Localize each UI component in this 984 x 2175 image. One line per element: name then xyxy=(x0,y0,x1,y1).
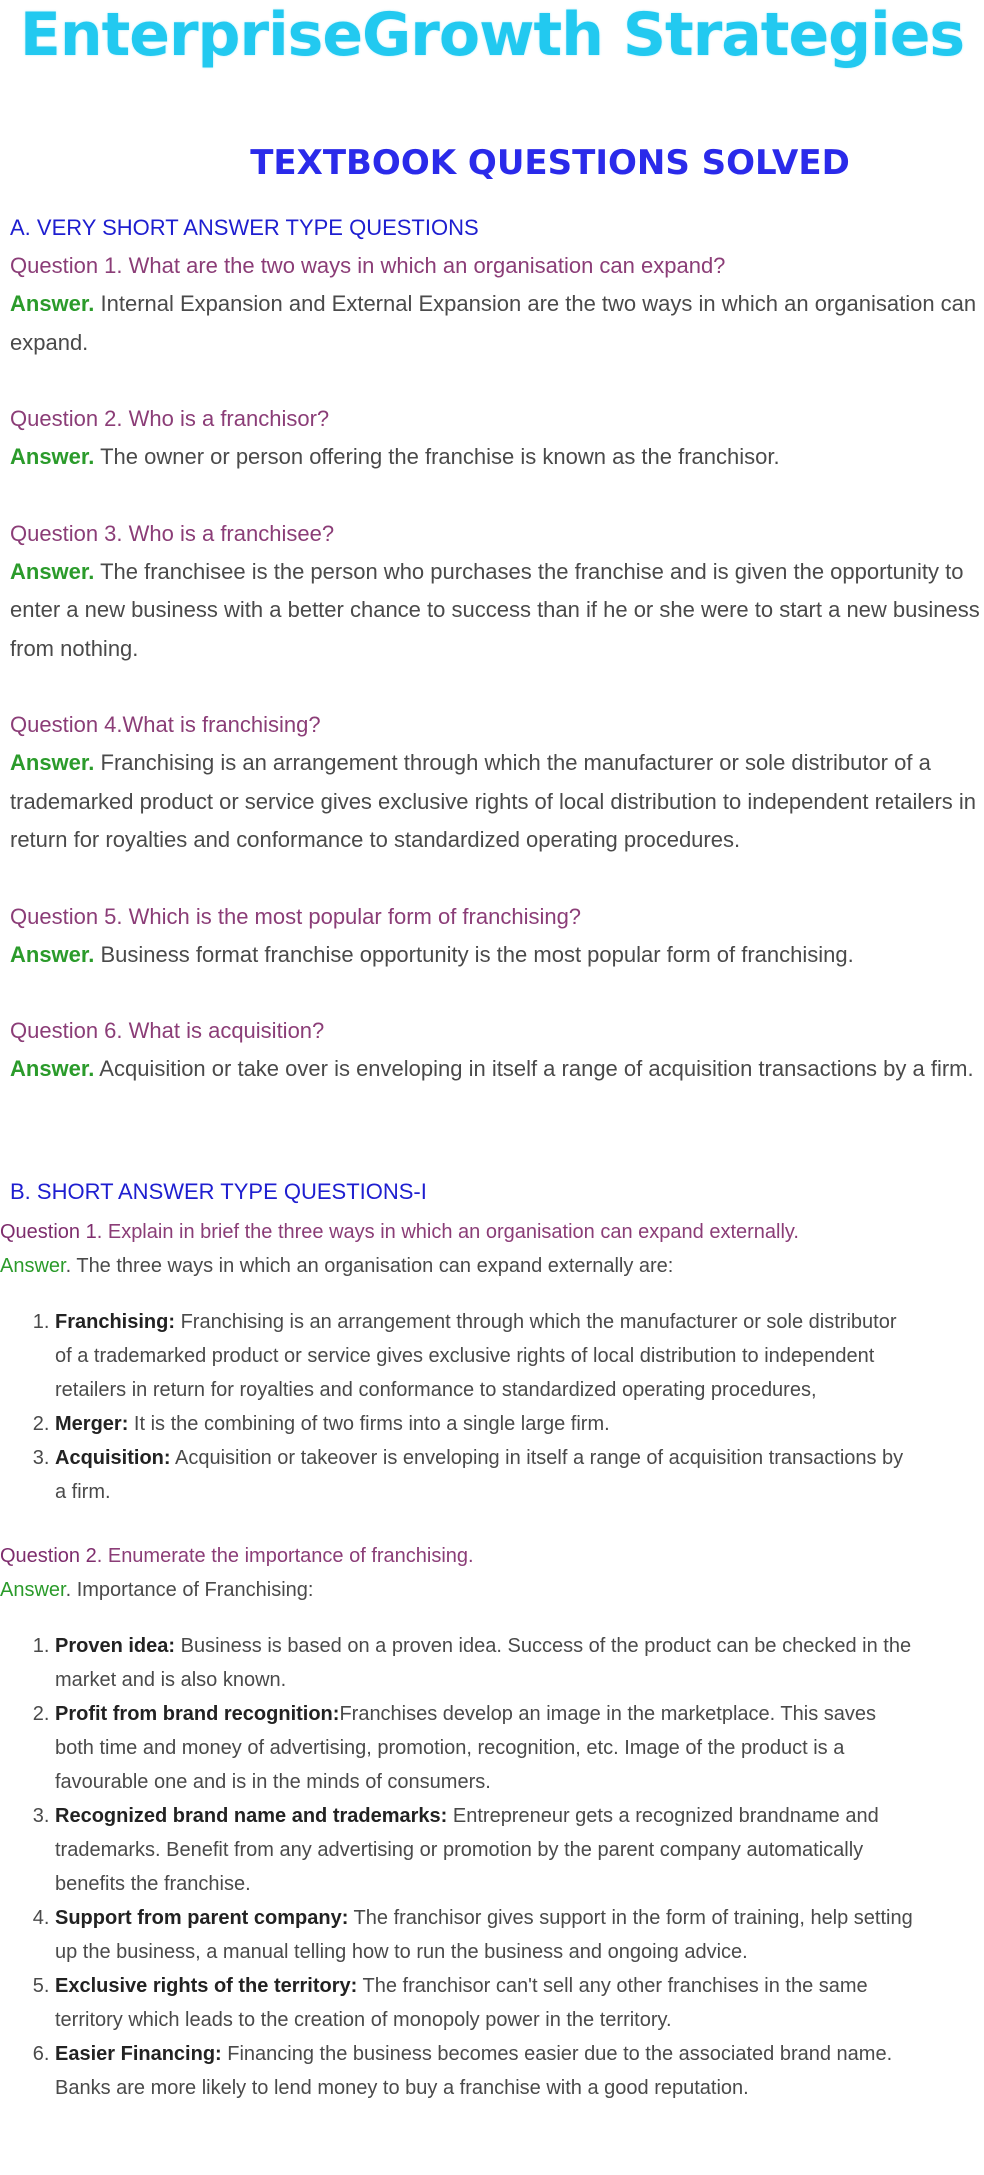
section-b xyxy=(0,1173,984,2135)
question-text: Question 1. What are the two ways in which an organisation can expand? xyxy=(10,253,726,278)
points-list xyxy=(0,1629,915,2105)
answer-body: Franchising is an arrangement through which the manufacturer or sole distributor of a trademarked product or service gives exclusive rights of local distribution to independent retailers in return for royalties and conformance to standardized operating procedures. xyxy=(10,750,977,852)
question-text: Question 3. Who is a franchisee? xyxy=(10,520,335,546)
point-text: Acquisition or takeover is enveloping in itself a range of acquisition transactions by a firm. xyxy=(55,1447,904,1503)
point-text: It is the combining of two firms into a single large firm. xyxy=(128,1413,610,1435)
question-text: Question 2. Who is a franchisor? xyxy=(10,406,330,431)
list-item xyxy=(55,1799,915,1901)
answer-label: Answer. xyxy=(10,941,95,967)
point-text: Franchises develop an image in the marketplace. This saves both time and money of advertising, promotion, recognition, etc. Image of the product is a favourable one and is in the minds of consumers. xyxy=(55,1703,877,1793)
point-text: The franchisor gives support in the form of training, help setting up the business, a manual telling how to run the business and ongoing advice. xyxy=(55,1907,913,1963)
qa-item xyxy=(0,1539,984,2105)
answer-label: Answer. xyxy=(10,750,95,775)
point-title: Easier Financing: xyxy=(55,2043,222,2065)
qa-item xyxy=(10,400,984,477)
page-title: EnterpriseGrowth Strategies xyxy=(19,0,965,70)
answer-label: Answer xyxy=(0,1255,66,1277)
question-text: Question 5. Which is the most popular form of franchising? xyxy=(10,903,582,929)
answer-label: Answer. xyxy=(10,291,95,316)
answer-body: . The three ways in which an organisation can expand externally are: xyxy=(65,1255,674,1277)
answer-label: Answer. xyxy=(10,558,95,584)
qa-item xyxy=(0,1215,984,1509)
point-title: Merger: xyxy=(55,1413,129,1435)
point-title: Recognized brand name and trademarks: xyxy=(55,1805,448,1827)
answer-body: The owner or person offering the franchise is known as the franchisor. xyxy=(100,444,780,469)
list-item xyxy=(55,1305,915,1407)
qa-item xyxy=(10,1012,984,1089)
list-item xyxy=(55,1901,915,1969)
answer-text xyxy=(10,438,984,477)
point-title: Franchising: xyxy=(55,1311,176,1333)
list-item xyxy=(55,2037,915,2105)
points-list xyxy=(0,1305,915,1509)
section-title: TEXTBOOK QUESTIONS SOLVED xyxy=(250,143,850,183)
qa-item xyxy=(10,247,984,362)
question-text xyxy=(0,1539,984,1573)
list-item xyxy=(55,1629,915,1697)
qa-item xyxy=(10,706,984,860)
question-label: Question 2 xyxy=(0,1545,97,1567)
answer-body: Acquisition or take over is enveloping in itself a range of acquisition transactions by a firm. xyxy=(99,1056,974,1081)
section-b-heading: B. SHORT ANSWER TYPE QUESTIONS-I xyxy=(10,1179,427,1204)
question-body: . Explain in brief the three ways in which an organisation can expand externally. xyxy=(96,1221,799,1243)
question-body: . Enumerate the importance of franchising. xyxy=(96,1545,474,1567)
question-text: Question 6. What is acquisition? xyxy=(10,1018,325,1043)
answer-body: . Importance of Franchising: xyxy=(65,1579,314,1601)
answer-label: Answer. xyxy=(10,444,95,469)
answer-text xyxy=(0,1573,984,1607)
answer-text xyxy=(10,285,984,362)
answer-label: Answer xyxy=(0,1579,66,1601)
list-item xyxy=(55,1697,915,1799)
answer-label: Answer. xyxy=(10,1056,95,1081)
point-title: Support from parent company: xyxy=(55,1907,349,1929)
qa-item xyxy=(10,898,984,975)
answer-text xyxy=(10,744,984,860)
answer-text xyxy=(10,936,984,975)
answer-body: The franchisee is the person who purchases the franchise and is given the opportunity to enter a new business with a better chance to success than if he or she were to start a new business from nothing. xyxy=(10,558,980,661)
question-text xyxy=(0,1215,984,1249)
section-a xyxy=(10,209,984,1127)
answer-text xyxy=(10,553,984,669)
question-label: Question 1 xyxy=(0,1221,97,1243)
point-title: Proven idea: xyxy=(55,1635,176,1657)
answer-text xyxy=(0,1249,984,1283)
answer-text xyxy=(10,1050,984,1089)
point-title: Exclusive rights of the territory: xyxy=(55,1975,358,1997)
question-text: Question 4.What is franchising? xyxy=(10,712,321,737)
answer-body: Internal Expansion and External Expansion are the two ways in which an organisation can expand. xyxy=(10,291,977,355)
point-title: Profit from brand recognition: xyxy=(55,1703,340,1725)
list-item xyxy=(55,1441,915,1509)
list-item xyxy=(55,1407,915,1441)
point-text: Financing the business becomes easier due to the associated brand name. Banks are more likely to lend money to buy a franchise with a good reputation. xyxy=(55,2043,893,2099)
list-item xyxy=(55,1969,915,2037)
point-text: Franchising is an arrangement through which the manufacturer or sole distributor of a trademarked product or service gives exclusive rights of local distribution to independent retailers in return for royalties and conformance to standardized operating procedures, xyxy=(55,1311,897,1401)
point-text: Entrepreneur gets a recognized brandname and trademarks. Benefit from any advertising or promotion by the parent company automatically benefits the franchise. xyxy=(55,1805,879,1895)
answer-body: Business format franchise opportunity is the most popular form of franchising. xyxy=(100,941,854,967)
point-text: The franchisor can't sell any other franchises in the same territory which leads to the creation of monopoly power in the territory. xyxy=(55,1975,868,2031)
point-title: Acquisition: xyxy=(55,1447,171,1469)
section-a-heading: A. VERY SHORT ANSWER TYPE QUESTIONS xyxy=(10,215,479,240)
qa-item xyxy=(10,515,984,669)
point-text: Business is based on a proven idea. Success of the product can be checked in the market and is also known. xyxy=(55,1635,912,1691)
